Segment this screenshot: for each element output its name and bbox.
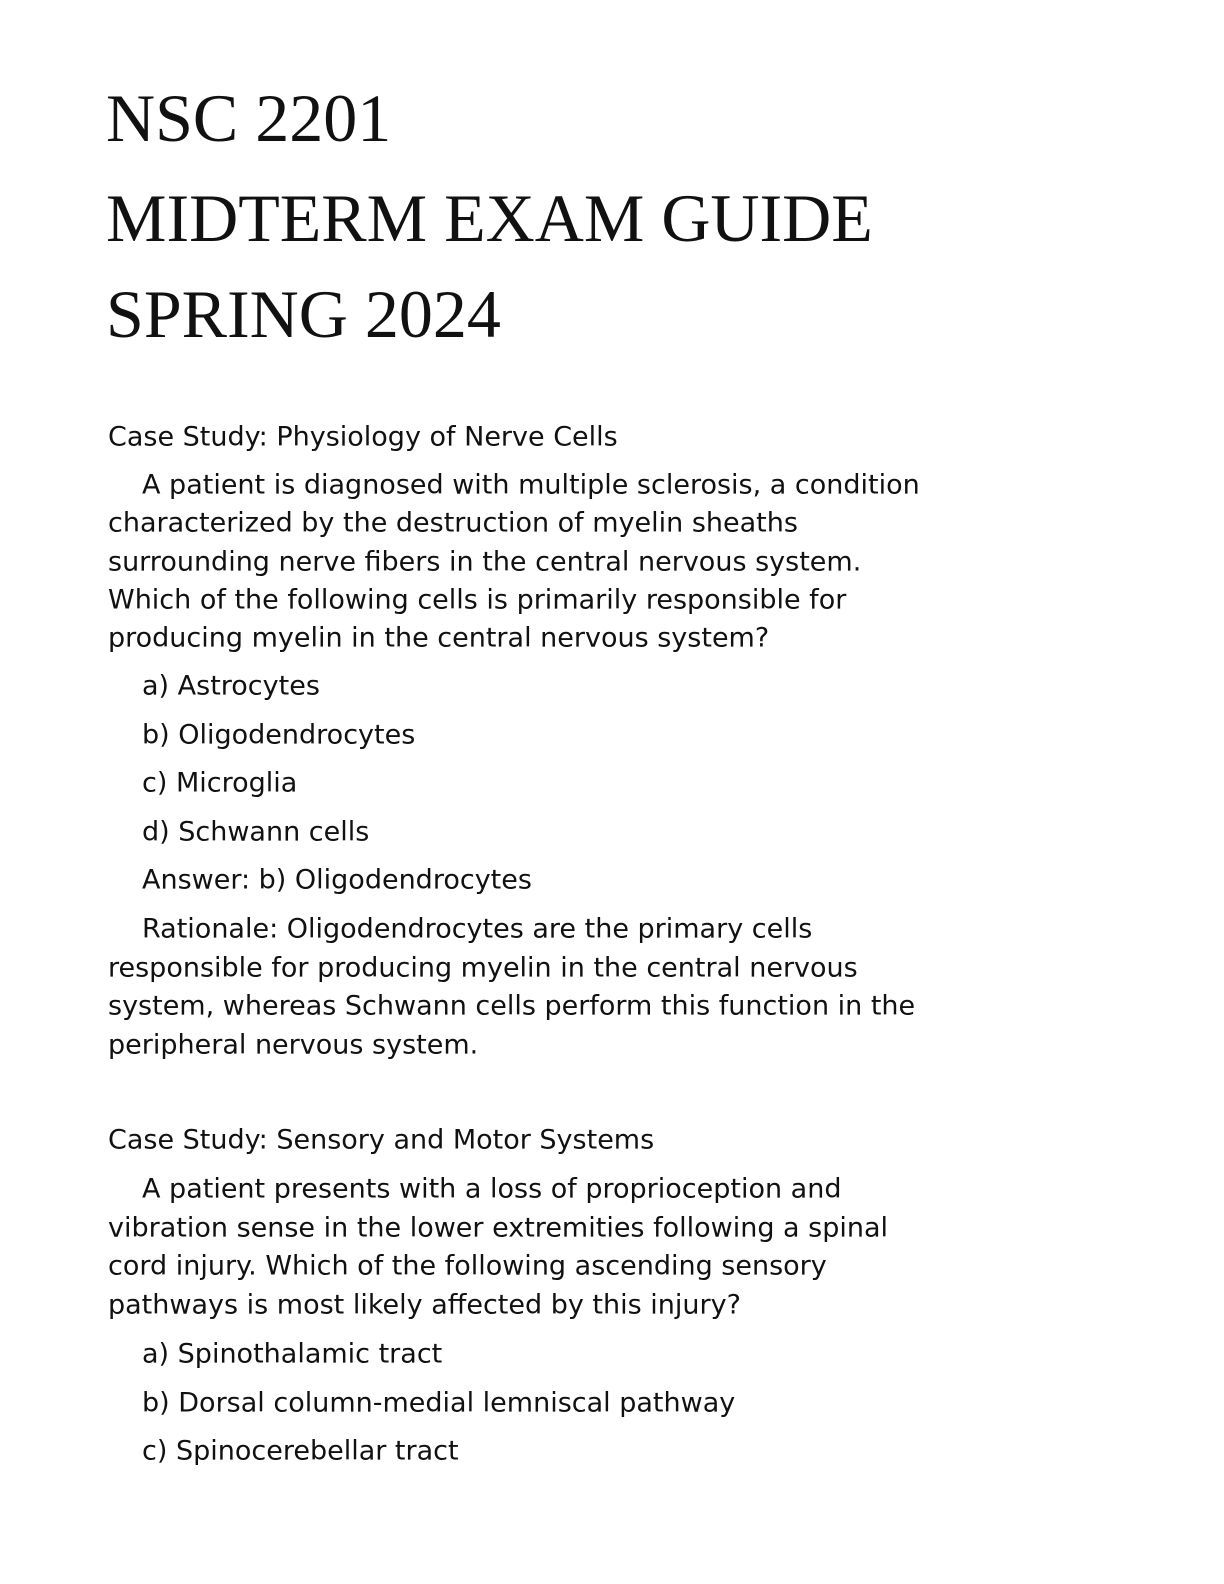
exam-guide-title: MIDTERM EXAM GUIDE: [106, 180, 873, 256]
course-code-title: NSC 2201: [106, 80, 392, 156]
question-text: pathways is most likely affected by this injury?: [108, 1289, 741, 1321]
question-text: surrounding nerve fibers in the central nervous system.: [108, 546, 862, 578]
question-text: A patient is diagnosed with multiple sclerosis, a condition: [142, 469, 920, 501]
rationale-text: Rationale: Oligodendrocytes are the primary cells: [142, 913, 813, 945]
answer-option: a) Spinothalamic tract: [142, 1338, 443, 1370]
answer-option: b) Oligodendrocytes: [142, 719, 416, 751]
question-text: cord injury. Which of the following ascending sensory: [108, 1250, 827, 1282]
case-heading: Case Study: Sensory and Motor Systems: [108, 1124, 655, 1156]
answer-option: c) Microglia: [142, 767, 298, 799]
answer-option: c) Spinocerebellar tract: [142, 1435, 459, 1467]
question-text: vibration sense in the lower extremities following a spinal: [108, 1212, 889, 1244]
question-text: producing myelin in the central nervous system?: [108, 622, 770, 654]
case-heading: Case Study: Physiology of Nerve Cells: [108, 421, 618, 453]
question-text: Which of the following cells is primarily responsible for: [108, 584, 847, 616]
rationale-text: system, whereas Schwann cells perform this function in the: [108, 990, 916, 1022]
answer-option: a) Astrocytes: [142, 670, 320, 702]
question-text: A patient presents with a loss of proprioception and: [142, 1173, 842, 1205]
rationale-text: responsible for producing myelin in the central nervous: [108, 952, 858, 984]
answer-text: Answer: b) Oligodendrocytes: [142, 864, 532, 896]
answer-option: d) Schwann cells: [142, 816, 370, 848]
term-title: SPRING 2024: [106, 276, 501, 352]
answer-option: b) Dorsal column-medial lemniscal pathway: [142, 1387, 736, 1419]
rationale-text: peripheral nervous system.: [108, 1029, 479, 1061]
question-text: characterized by the destruction of myelin sheaths: [108, 507, 798, 539]
